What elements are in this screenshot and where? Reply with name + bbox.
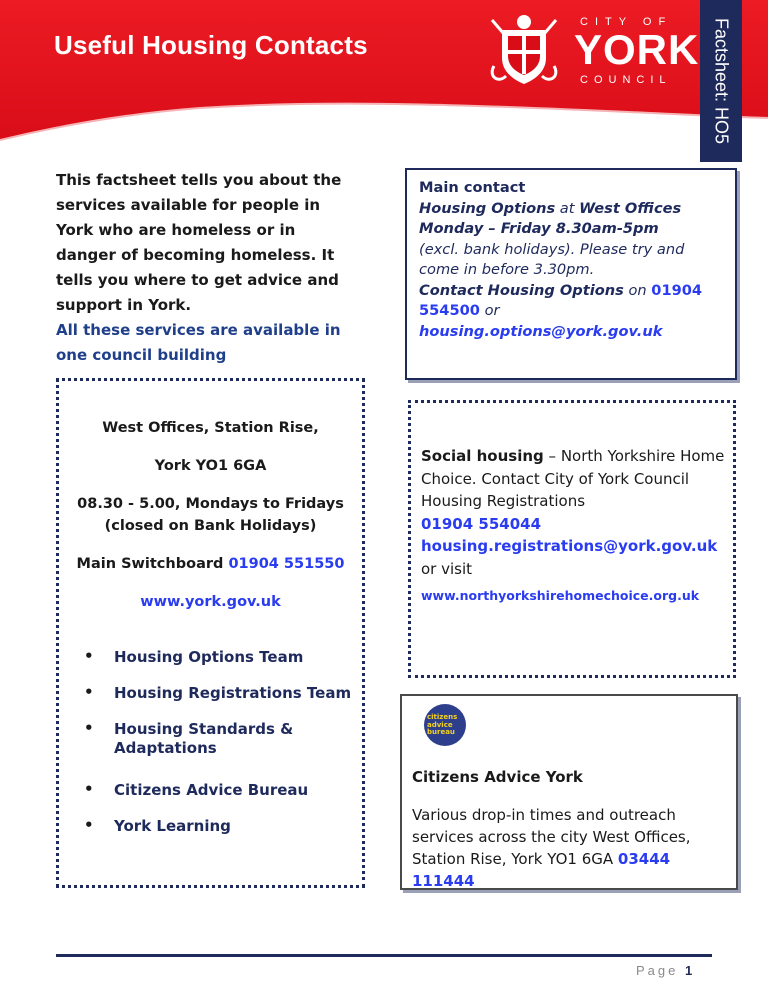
registrations-email-link[interactable]: housing.registrations@york.gov.uk: [421, 537, 718, 556]
list-item: [62, 781, 362, 800]
citizens-advice-logo: [424, 704, 466, 746]
bullet-icon: •: [84, 780, 94, 798]
intro-paragraph: This factsheet tells you about the services available for people in York who are homeless or in danger of becoming homeless. It tells you where to get advice and support in York.: [56, 171, 342, 314]
housing-options-phone-link[interactable]: 01904 554500: [419, 281, 703, 319]
citizens-advice-phone-link[interactable]: 03444 111444: [412, 850, 671, 890]
on-text: on: [623, 281, 652, 299]
home-choice-website-link[interactable]: www.northyorkshirehomechoice.org.uk: [421, 587, 700, 603]
housing-options-email-link[interactable]: housing.options@york.gov.uk: [419, 322, 663, 340]
contact-housing-options-label: Contact Housing Options: [419, 281, 624, 299]
or-visit-text: or visit: [421, 559, 473, 578]
logo-city-of: CITY OF: [580, 16, 673, 28]
at-text: at: [555, 199, 580, 217]
service-label: Housing Options Team: [114, 648, 304, 666]
york-crest-icon: [484, 10, 564, 90]
hours-line-1: 08.30 - 5.00, Mondays to Fridays: [77, 496, 344, 512]
page-number-value: 1: [685, 963, 693, 978]
or-text: or: [479, 302, 500, 319]
list-item: [62, 684, 362, 703]
main-contact-box: [405, 168, 737, 380]
bullet-icon: •: [84, 719, 94, 737]
citizens-advice-title: Citizens Advice York: [412, 768, 583, 786]
intro-highlight: All these services are available in one council building: [56, 321, 341, 364]
switchboard-label: Main Switchboard: [76, 556, 229, 572]
switchboard-phone-link[interactable]: 01904 551550: [228, 556, 345, 572]
footer-rule: [56, 954, 712, 957]
page-number: [636, 963, 692, 978]
address-line-2: York YO1 6GA: [154, 458, 267, 474]
service-label: York Learning: [114, 817, 231, 835]
service-label: Housing Registrations Team: [114, 684, 352, 702]
service-label: Citizens Advice Bureau: [114, 781, 309, 799]
opening-hours: Monday – Friday 8.30am-5pm: [419, 220, 659, 237]
york-website-link[interactable]: www.york.gov.uk: [140, 594, 281, 610]
bullet-icon: •: [84, 816, 94, 834]
services-list: [62, 648, 362, 853]
list-item: [62, 648, 362, 667]
registrations-phone-link[interactable]: 01904 554044: [421, 514, 542, 533]
west-offices-label: West Offices: [579, 199, 682, 217]
citizens-advice-text: Various drop-in times and outreach services across the city West Offices, Station Rise, York YO1 6GA: [412, 806, 691, 868]
bullet-icon: •: [84, 647, 94, 665]
list-item: [62, 720, 334, 758]
bullet-icon: •: [84, 683, 94, 701]
address-line-1: West Offices, Station Rise,: [102, 420, 319, 436]
factsheet-tab: [700, 0, 742, 162]
page-title: Useful Housing Contacts: [54, 30, 368, 60]
housing-options-label: Housing Options: [419, 199, 556, 217]
list-item: [62, 817, 362, 836]
citizens-advice-box: [400, 694, 738, 890]
citizens-advice-logo-text: citizens advice bureau: [427, 713, 458, 736]
hours-line-2: (closed on Bank Holidays): [104, 518, 317, 534]
logo-council: COUNCIL: [580, 74, 672, 86]
social-housing-box: [408, 400, 736, 678]
city-of-york-council-logo: [484, 10, 700, 90]
page-label: Page: [636, 963, 679, 978]
social-housing-text: – North Yorkshire Home Choice. Contact City of York Council Housing Registrations: [421, 447, 725, 511]
main-contact-heading: Main contact: [419, 179, 526, 196]
social-housing-label: Social housing: [421, 447, 544, 465]
factsheet-label: Factsheet: HO5: [711, 17, 732, 145]
service-label: Housing Standards & Adaptations: [114, 720, 294, 757]
logo-york: YORK: [574, 26, 700, 73]
opening-note: (excl. bank holidays). Please try and come in before 3.30pm.: [419, 240, 685, 278]
